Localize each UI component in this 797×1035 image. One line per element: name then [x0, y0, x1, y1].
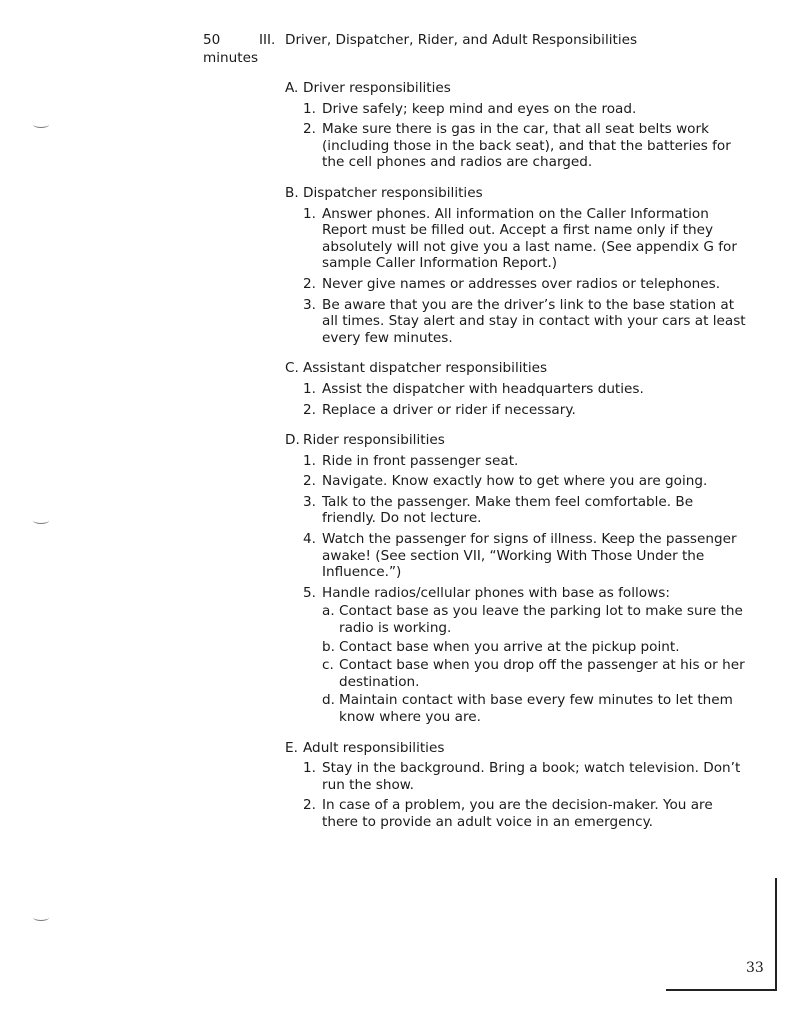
subsection-heading [285, 360, 750, 377]
sub-list-item-letter: d. [322, 692, 335, 709]
list-item [303, 797, 750, 830]
list-item-number: 1. [303, 760, 316, 777]
list-item-text: Never give names or addresses over radios or telephones. [322, 275, 721, 292]
list-item-number: 4. [303, 531, 316, 548]
list-item [303, 206, 750, 272]
list-item-number: 1. [303, 452, 316, 469]
subsection-letter: A. [285, 80, 299, 96]
list-item-text: Replace a driver or rider if necessary. [322, 401, 576, 418]
list-item-number: 1. [303, 380, 316, 397]
list-item-text: Ride in front passenger seat. [322, 452, 519, 469]
subsection-title: Dispatcher responsibilities [303, 184, 483, 201]
section-title: Driver, Dispatcher, Rider, and Adult Responsibilities [285, 32, 638, 48]
sub-list-item [322, 603, 750, 636]
list-item [303, 760, 750, 793]
sub-list-item-text: Contact base when you drop off the passenger at his or her destination. [339, 657, 745, 690]
list-item-number: 2. [303, 401, 316, 418]
list-item-number: 5. [303, 584, 316, 601]
sub-list-item-text: Contact base when you arrive at the pickup point. [339, 638, 680, 655]
sub-list-item-letter: b. [322, 638, 335, 655]
subsection [285, 432, 750, 726]
list-item-number: 2. [303, 797, 316, 814]
sub-list-item-letter: a. [322, 603, 335, 620]
list-item [303, 585, 750, 602]
list-item-text: Assist the dispatcher with headquarters duties. [322, 380, 644, 397]
list-item [303, 531, 750, 581]
list-item-text: In case of a problem, you are the decision-maker. You are there to provide an adult voice in an emergency. [322, 797, 713, 830]
list-item [303, 121, 750, 171]
subsection-title: Rider responsibilities [303, 432, 445, 449]
sub-list-item [322, 639, 750, 656]
list-item-number: 2. [303, 121, 316, 138]
list-item [303, 276, 750, 293]
page-number: 33 [746, 960, 764, 976]
binding-mark [33, 121, 49, 128]
subsection [285, 80, 750, 171]
list-item-number: 3. [303, 493, 316, 510]
subsection-letter: E. [285, 739, 298, 756]
list-item-number: 2. [303, 473, 316, 490]
binding-mark [33, 914, 49, 921]
list-item [303, 402, 750, 419]
sub-list-item [322, 657, 750, 690]
sub-list-item [322, 692, 750, 725]
list-item-text: Talk to the passenger. Make them feel comfortable. Be friendly. Do not lecture. [322, 493, 694, 527]
page-corner-rule-horizontal [666, 989, 777, 991]
binding-mark [33, 517, 49, 524]
list-item-text: Drive safely; keep mind and eyes on the road. [322, 100, 637, 117]
sub-list-item-letter: c. [322, 657, 334, 674]
time-allotment-unit: minutes [203, 50, 259, 66]
subsection-title: Assistant dispatcher responsibilities [303, 360, 548, 377]
page-corner-rule-vertical [775, 878, 777, 990]
list-item-number: 2. [303, 275, 316, 292]
section-numeral: III. [259, 32, 276, 48]
subsection-heading [285, 432, 750, 449]
time-allotment-number: 50 [203, 32, 221, 48]
list-item-text: Make sure there is gas in the car, that all seat belts work (including those in the back seat), and that the batteries for the cell phones and radios are charged. [322, 121, 731, 171]
sub-list-item-text: Contact base as you leave the parking lot to make sure the radio is working. [339, 603, 743, 637]
responsibilities-outline [285, 80, 750, 845]
subsection-heading [285, 740, 750, 757]
list-item-text: Be aware that you are the driver’s link to the base station at all times. Stay alert and stay in contact with your cars at least every few minutes. [322, 296, 746, 346]
sub-list-item-text: Maintain contact with base every few minutes to let them know where you are. [339, 692, 733, 725]
subsection-title: Adult responsibilities [303, 739, 445, 756]
list-item-number: 1. [303, 100, 316, 117]
subsection-heading [285, 185, 750, 202]
subsection [285, 185, 750, 346]
list-item [303, 473, 750, 490]
subsection-letter: D. [285, 432, 300, 449]
list-item-text: Answer phones. All information on the Caller Information Report must be filled out. Accept a first name only if they absolutely will not give you a last name. (See appendix G for sample Caller Information Report.) [322, 205, 737, 272]
subsection-letter: C. [285, 360, 299, 377]
subsection-letter: B. [285, 184, 299, 201]
list-item-text: Handle radios/cellular phones with base as follows: [322, 584, 670, 601]
list-item-text: Stay in the background. Bring a book; watch television. Don’t run the show. [322, 760, 741, 793]
list-item [303, 453, 750, 470]
list-item [303, 297, 750, 347]
subsection-title: Driver responsibilities [303, 80, 451, 96]
list-item [303, 381, 750, 398]
subsection [285, 360, 750, 418]
list-item [303, 494, 750, 527]
subsection [285, 740, 750, 831]
subsection-heading [285, 80, 750, 97]
list-item-number: 3. [303, 296, 316, 313]
list-item-number: 1. [303, 205, 316, 222]
list-item [303, 101, 750, 118]
list-item-text: Watch the passenger for signs of illness. Keep the passenger awake! (See section VII, “Working With Those Under the Influence.”) [322, 531, 737, 581]
list-item-text: Navigate. Know exactly how to get where you are going. [322, 473, 708, 490]
